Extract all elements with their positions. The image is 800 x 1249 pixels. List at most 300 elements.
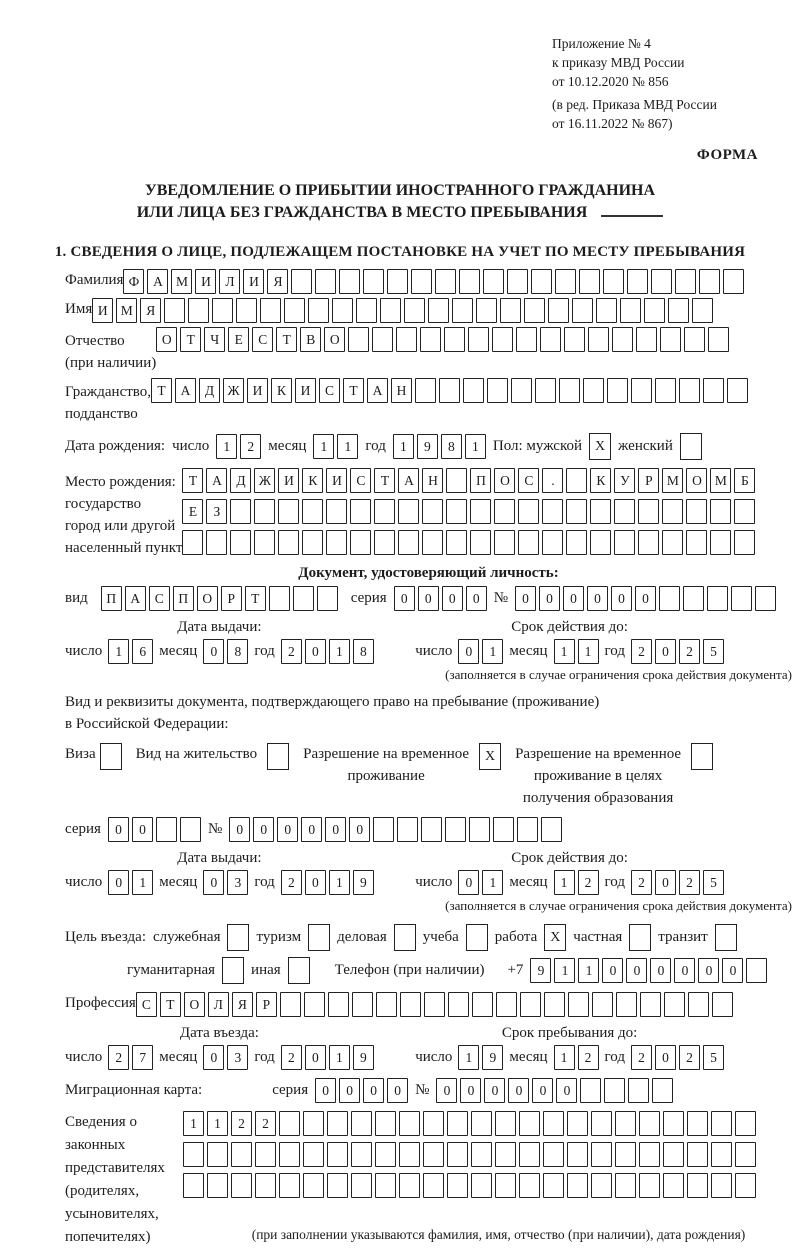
- char-box[interactable]: П: [173, 586, 194, 611]
- temp-residence-checkbox[interactable]: X: [479, 743, 501, 770]
- char-box[interactable]: [692, 298, 713, 323]
- char-box[interactable]: 0: [515, 586, 536, 611]
- char-box[interactable]: [278, 499, 299, 524]
- char-box[interactable]: [327, 1173, 348, 1198]
- char-box[interactable]: [278, 530, 299, 555]
- char-box[interactable]: 2: [679, 870, 700, 895]
- char-box[interactable]: Н: [391, 378, 412, 403]
- char-box[interactable]: [236, 298, 257, 323]
- purpose-humanitarian-checkbox[interactable]: [222, 957, 244, 984]
- char-box[interactable]: 1: [183, 1111, 204, 1136]
- char-box[interactable]: [293, 586, 314, 611]
- char-box[interactable]: [543, 1173, 564, 1198]
- char-box[interactable]: [507, 269, 528, 294]
- char-box[interactable]: [363, 269, 384, 294]
- char-box[interactable]: [604, 1078, 625, 1103]
- char-box[interactable]: 8: [353, 639, 374, 664]
- char-box[interactable]: Д: [230, 468, 251, 493]
- char-box[interactable]: [471, 1142, 492, 1167]
- char-box[interactable]: [579, 269, 600, 294]
- char-box[interactable]: [332, 298, 353, 323]
- char-box[interactable]: [254, 530, 275, 555]
- char-box[interactable]: 9: [353, 1045, 374, 1070]
- char-box[interactable]: [375, 1111, 396, 1136]
- char-box[interactable]: [231, 1142, 252, 1167]
- char-box[interactable]: 0: [563, 586, 584, 611]
- char-box[interactable]: [439, 378, 460, 403]
- char-box[interactable]: Ж: [223, 378, 244, 403]
- char-box[interactable]: [269, 586, 290, 611]
- char-box[interactable]: [495, 1142, 516, 1167]
- char-box[interactable]: [620, 298, 641, 323]
- char-box[interactable]: Н: [422, 468, 443, 493]
- char-box[interactable]: [212, 298, 233, 323]
- char-box[interactable]: [164, 298, 185, 323]
- char-box[interactable]: 9: [353, 870, 374, 895]
- char-box[interactable]: [487, 378, 508, 403]
- char-box[interactable]: Р: [638, 468, 659, 493]
- temp-residence-edu-checkbox[interactable]: [691, 743, 713, 770]
- char-box[interactable]: [735, 1173, 756, 1198]
- char-box[interactable]: [639, 1142, 660, 1167]
- char-box[interactable]: 2: [231, 1111, 252, 1136]
- char-box[interactable]: [607, 378, 628, 403]
- char-box[interactable]: Т: [245, 586, 266, 611]
- char-box[interactable]: [380, 298, 401, 323]
- char-box[interactable]: [542, 530, 563, 555]
- char-box[interactable]: 0: [460, 1078, 481, 1103]
- char-box[interactable]: 8: [441, 434, 462, 459]
- char-box[interactable]: 2: [679, 1045, 700, 1070]
- visa-checkbox[interactable]: [100, 743, 122, 770]
- char-box[interactable]: [470, 530, 491, 555]
- char-box[interactable]: Б: [734, 468, 755, 493]
- char-box[interactable]: [448, 992, 469, 1017]
- char-box[interactable]: 0: [602, 958, 623, 983]
- char-box[interactable]: 5: [703, 870, 724, 895]
- char-box[interactable]: [663, 1173, 684, 1198]
- char-box[interactable]: [500, 298, 521, 323]
- char-box[interactable]: [156, 817, 177, 842]
- char-box[interactable]: Т: [180, 327, 201, 352]
- purpose-official-checkbox[interactable]: [227, 924, 249, 951]
- char-box[interactable]: [580, 1078, 601, 1103]
- char-box[interactable]: 5: [703, 639, 724, 664]
- sex-female-checkbox[interactable]: [680, 433, 702, 460]
- char-box[interactable]: [420, 327, 441, 352]
- char-box[interactable]: [255, 1173, 276, 1198]
- char-box[interactable]: [668, 298, 689, 323]
- char-box[interactable]: [375, 1142, 396, 1167]
- char-box[interactable]: [495, 1111, 516, 1136]
- char-box[interactable]: 2: [578, 1045, 599, 1070]
- char-box[interactable]: [566, 499, 587, 524]
- char-box[interactable]: [662, 499, 683, 524]
- char-box[interactable]: [317, 586, 338, 611]
- char-box[interactable]: 0: [363, 1078, 384, 1103]
- char-box[interactable]: 0: [203, 639, 224, 664]
- char-box[interactable]: 0: [556, 1078, 577, 1103]
- char-box[interactable]: [638, 499, 659, 524]
- char-box[interactable]: 0: [253, 817, 274, 842]
- char-box[interactable]: С: [350, 468, 371, 493]
- char-box[interactable]: [591, 1173, 612, 1198]
- char-box[interactable]: [735, 1142, 756, 1167]
- char-box[interactable]: 0: [508, 1078, 529, 1103]
- char-box[interactable]: 1: [554, 870, 575, 895]
- char-box[interactable]: Т: [160, 992, 181, 1017]
- char-box[interactable]: К: [302, 468, 323, 493]
- char-box[interactable]: 0: [655, 870, 676, 895]
- char-box[interactable]: [735, 1111, 756, 1136]
- char-box[interactable]: [541, 817, 562, 842]
- char-box[interactable]: 0: [305, 1045, 326, 1070]
- char-box[interactable]: [688, 992, 709, 1017]
- char-box[interactable]: [352, 992, 373, 1017]
- char-box[interactable]: [280, 992, 301, 1017]
- char-box[interactable]: [373, 817, 394, 842]
- char-box[interactable]: [511, 378, 532, 403]
- char-box[interactable]: [663, 1111, 684, 1136]
- char-box[interactable]: 1: [458, 1045, 479, 1070]
- char-box[interactable]: [326, 499, 347, 524]
- char-box[interactable]: 0: [458, 870, 479, 895]
- char-box[interactable]: [493, 817, 514, 842]
- char-box[interactable]: С: [149, 586, 170, 611]
- char-box[interactable]: [711, 1111, 732, 1136]
- char-box[interactable]: [423, 1142, 444, 1167]
- char-box[interactable]: [495, 1173, 516, 1198]
- char-box[interactable]: [376, 992, 397, 1017]
- char-box[interactable]: [447, 1142, 468, 1167]
- char-box[interactable]: 1: [313, 434, 334, 459]
- char-box[interactable]: 1: [482, 639, 503, 664]
- char-box[interactable]: С: [319, 378, 340, 403]
- char-box[interactable]: [387, 269, 408, 294]
- char-box[interactable]: 0: [325, 817, 346, 842]
- char-box[interactable]: [483, 269, 504, 294]
- char-box[interactable]: И: [195, 269, 216, 294]
- char-box[interactable]: 9: [482, 1045, 503, 1070]
- char-box[interactable]: 2: [255, 1111, 276, 1136]
- char-box[interactable]: Т: [343, 378, 364, 403]
- char-box[interactable]: [302, 530, 323, 555]
- residence-permit-checkbox[interactable]: [267, 743, 289, 770]
- char-box[interactable]: 1: [554, 639, 575, 664]
- char-box[interactable]: [627, 269, 648, 294]
- char-box[interactable]: [639, 1173, 660, 1198]
- char-box[interactable]: [374, 530, 395, 555]
- char-box[interactable]: [615, 1173, 636, 1198]
- char-box[interactable]: 0: [635, 586, 656, 611]
- char-box[interactable]: 3: [227, 1045, 248, 1070]
- char-box[interactable]: [471, 1111, 492, 1136]
- char-box[interactable]: [494, 530, 515, 555]
- char-box[interactable]: [652, 1078, 673, 1103]
- char-box[interactable]: [188, 298, 209, 323]
- char-box[interactable]: М: [710, 468, 731, 493]
- char-box[interactable]: [590, 499, 611, 524]
- purpose-tourism-checkbox[interactable]: [308, 924, 330, 951]
- char-box[interactable]: [291, 269, 312, 294]
- char-box[interactable]: И: [326, 468, 347, 493]
- char-box[interactable]: 0: [722, 958, 743, 983]
- char-box[interactable]: [588, 327, 609, 352]
- char-box[interactable]: [518, 499, 539, 524]
- char-box[interactable]: [615, 1142, 636, 1167]
- char-box[interactable]: О: [156, 327, 177, 352]
- char-box[interactable]: [230, 499, 251, 524]
- char-box[interactable]: [446, 468, 467, 493]
- char-box[interactable]: [520, 992, 541, 1017]
- char-box[interactable]: [524, 298, 545, 323]
- char-box[interactable]: [350, 499, 371, 524]
- char-box[interactable]: 1: [554, 1045, 575, 1070]
- char-box[interactable]: О: [197, 586, 218, 611]
- char-box[interactable]: [468, 327, 489, 352]
- char-box[interactable]: М: [116, 298, 137, 323]
- char-box[interactable]: [230, 530, 251, 555]
- char-box[interactable]: 0: [698, 958, 719, 983]
- char-box[interactable]: [710, 530, 731, 555]
- char-box[interactable]: А: [398, 468, 419, 493]
- char-box[interactable]: А: [125, 586, 146, 611]
- char-box[interactable]: [446, 499, 467, 524]
- char-box[interactable]: О: [686, 468, 707, 493]
- char-box[interactable]: 0: [305, 870, 326, 895]
- char-box[interactable]: [396, 327, 417, 352]
- char-box[interactable]: [564, 327, 585, 352]
- char-box[interactable]: [567, 1111, 588, 1136]
- char-box[interactable]: [399, 1173, 420, 1198]
- char-box[interactable]: 2: [631, 639, 652, 664]
- char-box[interactable]: [638, 530, 659, 555]
- char-box[interactable]: 1: [207, 1111, 228, 1136]
- char-box[interactable]: Ф: [123, 269, 144, 294]
- char-box[interactable]: [397, 817, 418, 842]
- char-box[interactable]: [616, 992, 637, 1017]
- char-box[interactable]: [339, 269, 360, 294]
- char-box[interactable]: [351, 1173, 372, 1198]
- char-box[interactable]: 6: [132, 639, 153, 664]
- char-box[interactable]: 5: [703, 1045, 724, 1070]
- char-box[interactable]: [542, 499, 563, 524]
- char-box[interactable]: [303, 1173, 324, 1198]
- char-box[interactable]: 1: [578, 958, 599, 983]
- char-box[interactable]: 0: [203, 870, 224, 895]
- char-box[interactable]: [543, 1111, 564, 1136]
- char-box[interactable]: Р: [256, 992, 277, 1017]
- purpose-private-checkbox[interactable]: [629, 924, 651, 951]
- char-box[interactable]: [583, 378, 604, 403]
- char-box[interactable]: [659, 586, 680, 611]
- char-box[interactable]: [675, 269, 696, 294]
- char-box[interactable]: [540, 327, 561, 352]
- char-box[interactable]: [444, 327, 465, 352]
- char-box[interactable]: 0: [229, 817, 250, 842]
- char-box[interactable]: [207, 1142, 228, 1167]
- char-box[interactable]: 9: [530, 958, 551, 983]
- char-box[interactable]: [183, 1173, 204, 1198]
- char-box[interactable]: М: [171, 269, 192, 294]
- char-box[interactable]: [421, 817, 442, 842]
- char-box[interactable]: [531, 269, 552, 294]
- char-box[interactable]: С: [518, 468, 539, 493]
- char-box[interactable]: Р: [221, 586, 242, 611]
- char-box[interactable]: [348, 327, 369, 352]
- char-box[interactable]: М: [662, 468, 683, 493]
- char-box[interactable]: 8: [227, 639, 248, 664]
- char-box[interactable]: [472, 992, 493, 1017]
- char-box[interactable]: [398, 499, 419, 524]
- char-box[interactable]: [519, 1111, 540, 1136]
- char-box[interactable]: 1: [554, 958, 575, 983]
- char-box[interactable]: И: [278, 468, 299, 493]
- char-box[interactable]: [494, 499, 515, 524]
- char-box[interactable]: [679, 378, 700, 403]
- char-box[interactable]: [710, 499, 731, 524]
- char-box[interactable]: 0: [349, 817, 370, 842]
- char-box[interactable]: Т: [151, 378, 172, 403]
- char-box[interactable]: [734, 499, 755, 524]
- char-box[interactable]: Ч: [204, 327, 225, 352]
- char-box[interactable]: 2: [631, 1045, 652, 1070]
- char-box[interactable]: Я: [267, 269, 288, 294]
- char-box[interactable]: [308, 298, 329, 323]
- char-box[interactable]: [328, 992, 349, 1017]
- char-box[interactable]: [596, 298, 617, 323]
- char-box[interactable]: [180, 817, 201, 842]
- char-box[interactable]: [279, 1142, 300, 1167]
- char-box[interactable]: [640, 992, 661, 1017]
- char-box[interactable]: [517, 817, 538, 842]
- char-box[interactable]: [463, 378, 484, 403]
- char-box[interactable]: Е: [182, 499, 203, 524]
- char-box[interactable]: [447, 1173, 468, 1198]
- char-box[interactable]: Т: [276, 327, 297, 352]
- char-box[interactable]: 0: [203, 1045, 224, 1070]
- char-box[interactable]: [304, 992, 325, 1017]
- char-box[interactable]: [399, 1111, 420, 1136]
- char-box[interactable]: А: [206, 468, 227, 493]
- char-box[interactable]: [326, 530, 347, 555]
- char-box[interactable]: 0: [611, 586, 632, 611]
- char-box[interactable]: [327, 1111, 348, 1136]
- char-box[interactable]: И: [295, 378, 316, 403]
- char-box[interactable]: [712, 992, 733, 1017]
- char-box[interactable]: [399, 1142, 420, 1167]
- char-box[interactable]: [315, 269, 336, 294]
- char-box[interactable]: [636, 327, 657, 352]
- char-box[interactable]: В: [300, 327, 321, 352]
- char-box[interactable]: [723, 269, 744, 294]
- char-box[interactable]: [207, 1173, 228, 1198]
- char-box[interactable]: 0: [674, 958, 695, 983]
- char-box[interactable]: [687, 1111, 708, 1136]
- char-box[interactable]: 1: [108, 639, 129, 664]
- char-box[interactable]: 2: [631, 870, 652, 895]
- char-box[interactable]: [351, 1142, 372, 1167]
- char-box[interactable]: [727, 378, 748, 403]
- char-box[interactable]: [568, 992, 589, 1017]
- char-box[interactable]: [422, 499, 443, 524]
- char-box[interactable]: И: [243, 269, 264, 294]
- char-box[interactable]: А: [367, 378, 388, 403]
- char-box[interactable]: [631, 378, 652, 403]
- char-box[interactable]: [356, 298, 377, 323]
- char-box[interactable]: 2: [679, 639, 700, 664]
- char-box[interactable]: [703, 378, 724, 403]
- char-box[interactable]: 0: [484, 1078, 505, 1103]
- char-box[interactable]: [471, 1173, 492, 1198]
- char-box[interactable]: [428, 298, 449, 323]
- char-box[interactable]: [459, 269, 480, 294]
- char-box[interactable]: 1: [578, 639, 599, 664]
- char-box[interactable]: [707, 586, 728, 611]
- char-box[interactable]: [566, 468, 587, 493]
- char-box[interactable]: 0: [301, 817, 322, 842]
- char-box[interactable]: [567, 1173, 588, 1198]
- char-box[interactable]: С: [136, 992, 157, 1017]
- char-box[interactable]: [603, 269, 624, 294]
- char-box[interactable]: [684, 327, 705, 352]
- char-box[interactable]: [591, 1142, 612, 1167]
- char-box[interactable]: 1: [393, 434, 414, 459]
- char-box[interactable]: 0: [132, 817, 153, 842]
- char-box[interactable]: [231, 1173, 252, 1198]
- char-box[interactable]: [572, 298, 593, 323]
- char-box[interactable]: [755, 586, 776, 611]
- char-box[interactable]: [303, 1111, 324, 1136]
- char-box[interactable]: И: [92, 298, 113, 323]
- char-box[interactable]: [644, 298, 665, 323]
- char-box[interactable]: [206, 530, 227, 555]
- char-box[interactable]: 1: [465, 434, 486, 459]
- char-box[interactable]: [302, 499, 323, 524]
- char-box[interactable]: [496, 992, 517, 1017]
- char-box[interactable]: 2: [281, 639, 302, 664]
- char-box[interactable]: И: [247, 378, 268, 403]
- char-box[interactable]: [612, 327, 633, 352]
- char-box[interactable]: 1: [482, 870, 503, 895]
- char-box[interactable]: [516, 327, 537, 352]
- char-box[interactable]: [423, 1173, 444, 1198]
- char-box[interactable]: [731, 586, 752, 611]
- char-box[interactable]: [445, 817, 466, 842]
- char-box[interactable]: З: [206, 499, 227, 524]
- char-box[interactable]: 0: [387, 1078, 408, 1103]
- char-box[interactable]: [260, 298, 281, 323]
- char-box[interactable]: [683, 586, 704, 611]
- char-box[interactable]: 0: [466, 586, 487, 611]
- char-box[interactable]: С: [252, 327, 273, 352]
- purpose-work-checkbox[interactable]: X: [544, 924, 566, 951]
- char-box[interactable]: 2: [578, 870, 599, 895]
- char-box[interactable]: [452, 298, 473, 323]
- char-box[interactable]: [708, 327, 729, 352]
- char-box[interactable]: Л: [208, 992, 229, 1017]
- char-box[interactable]: [535, 378, 556, 403]
- char-box[interactable]: 1: [132, 870, 153, 895]
- char-box[interactable]: 7: [132, 1045, 153, 1070]
- char-box[interactable]: 1: [329, 1045, 350, 1070]
- char-box[interactable]: 0: [339, 1078, 360, 1103]
- char-box[interactable]: Д: [199, 378, 220, 403]
- char-box[interactable]: [183, 1142, 204, 1167]
- char-box[interactable]: 0: [108, 817, 129, 842]
- char-box[interactable]: 2: [108, 1045, 129, 1070]
- char-box[interactable]: [592, 992, 613, 1017]
